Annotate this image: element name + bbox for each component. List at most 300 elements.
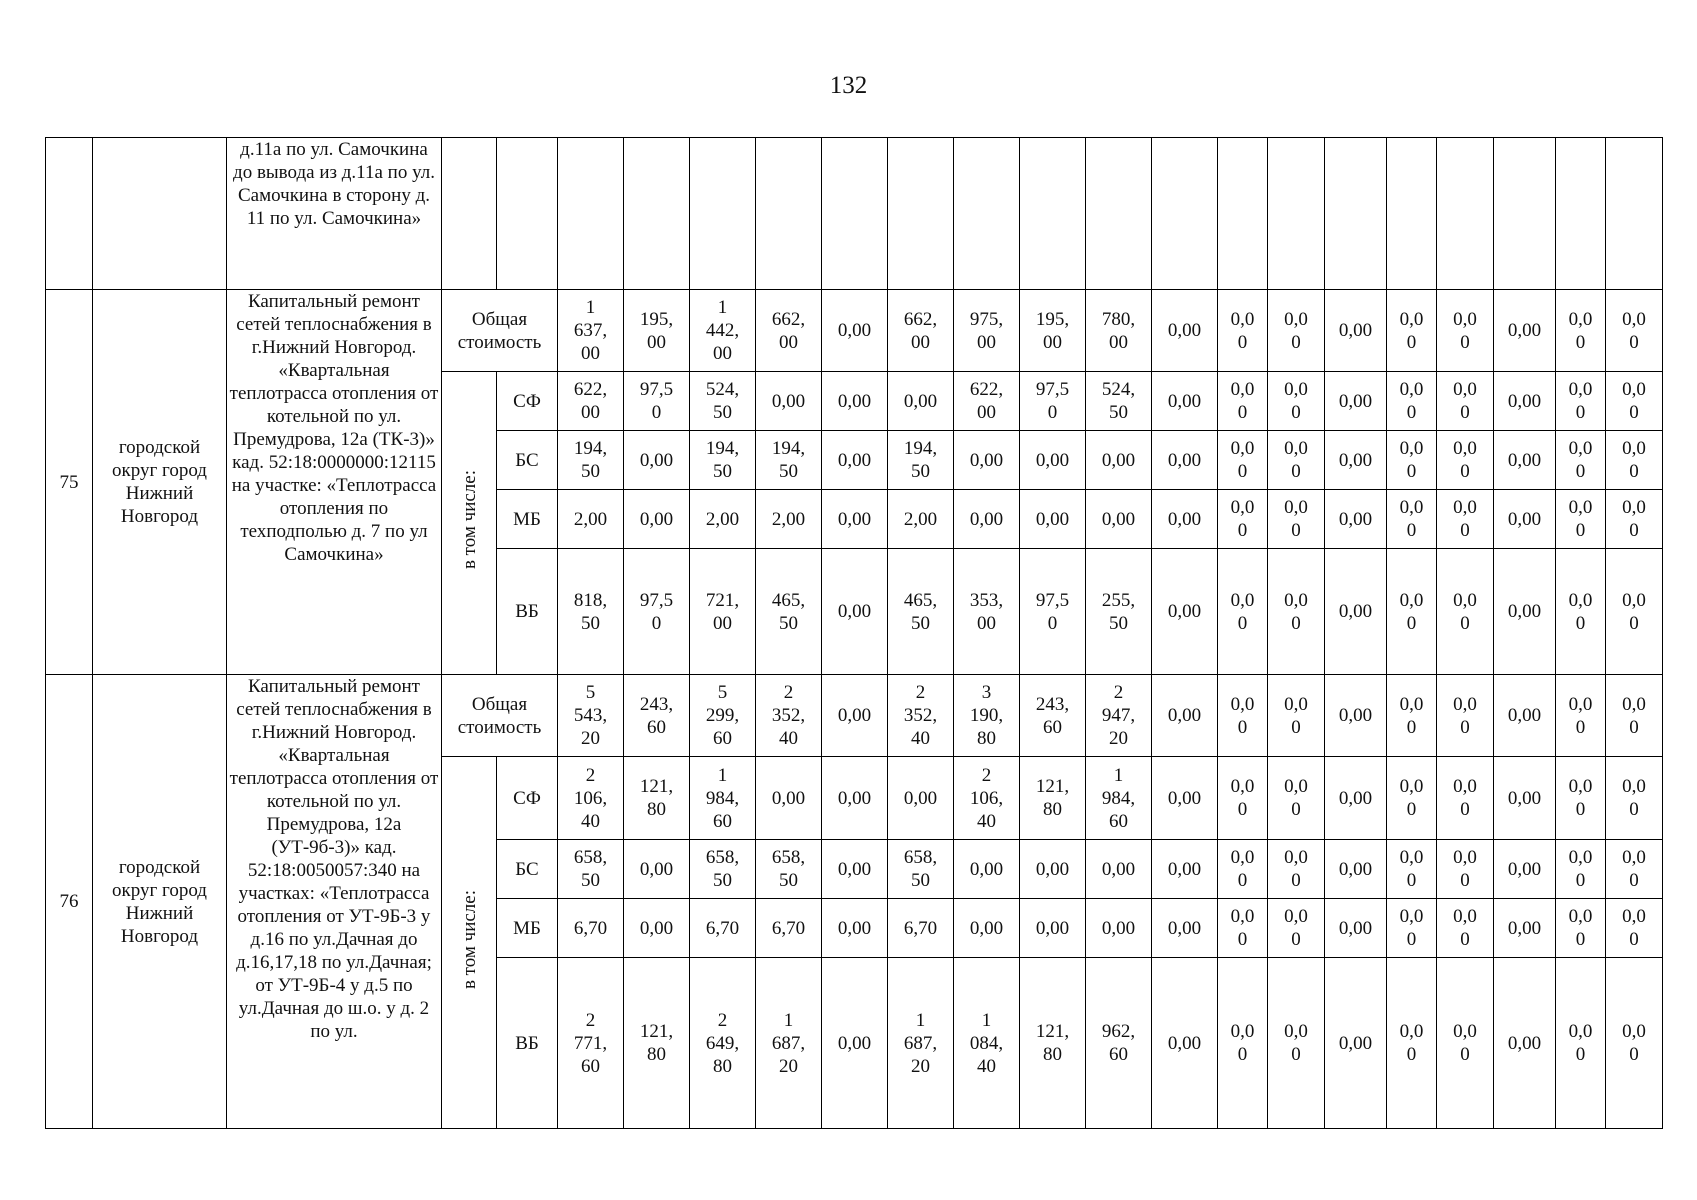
value-part: 0,0: [1399, 308, 1424, 330]
value-part: 50: [911, 612, 930, 634]
cell-empty: [822, 138, 888, 290]
value-part: 0: [1291, 520, 1301, 541]
value-part: 0,00: [969, 917, 1004, 939]
value-part: 50: [581, 870, 600, 891]
value-cell: [954, 431, 1020, 490]
value-cell: [954, 549, 1020, 675]
value-part: 40: [911, 728, 930, 749]
value-cell: [1086, 490, 1152, 549]
value-cell: [1152, 958, 1218, 1129]
value-part: 0: [1291, 402, 1301, 423]
cell-empty: [954, 138, 1020, 290]
value-part: 0,0: [1568, 1021, 1593, 1042]
value-part: 00: [1043, 331, 1062, 353]
value-part: 0: [1237, 870, 1248, 891]
value-part: 60: [1109, 1044, 1128, 1065]
value-part: 0,00: [1507, 320, 1542, 341]
value-cell: [1020, 899, 1086, 958]
value-cell: [822, 490, 888, 549]
value-cell: [1218, 372, 1268, 431]
value-cell: [756, 431, 822, 490]
value-cell: [1086, 840, 1152, 899]
value-part: 0,0: [1399, 589, 1424, 611]
cell-empty: [1387, 138, 1437, 290]
value-part: 0: [651, 402, 662, 423]
value-part: 0,0: [1453, 693, 1477, 715]
value-cell: [1268, 372, 1325, 431]
value-cell: [1437, 899, 1494, 958]
value-cell: [1494, 549, 1556, 675]
cell-number: 76: [46, 675, 93, 1129]
value-cell: [1556, 840, 1606, 899]
value-part: 3: [981, 682, 992, 703]
value-part: 0,00: [969, 449, 1004, 471]
value-part: 984,: [705, 787, 740, 809]
value-part: 1: [981, 1009, 992, 1031]
value-cell: [558, 757, 624, 840]
cell-total-label: Общая стоимость: [442, 290, 558, 372]
value-part: 0,0: [1230, 438, 1255, 459]
value-part: 00: [581, 343, 600, 364]
value-part: 0: [1460, 520, 1470, 541]
value-part: 0,00: [771, 390, 806, 412]
value-part: 60: [1043, 716, 1062, 738]
value-cell: [1437, 958, 1494, 1129]
value-cell: [756, 840, 822, 899]
value-cell: [1152, 549, 1218, 675]
value-part: 0,00: [639, 449, 674, 471]
value-part: 0,0: [1453, 379, 1477, 400]
value-part: 50: [713, 870, 732, 891]
value-part: 0: [1406, 520, 1417, 541]
value-part: 0: [1460, 716, 1470, 738]
value-part: 0,00: [1507, 449, 1542, 471]
value-cell: [1325, 899, 1387, 958]
value-cell: [888, 372, 954, 431]
value-cell: [690, 899, 756, 958]
value-cell: [756, 490, 822, 549]
value-part: 352,: [771, 705, 806, 726]
value-cell: [1606, 372, 1663, 431]
value-part: 0,0: [1284, 906, 1308, 927]
value-part: 0: [1460, 929, 1470, 950]
value-part: 0,0: [1453, 589, 1477, 611]
value-part: 0: [1406, 929, 1417, 950]
value-cell: [888, 757, 954, 840]
value-part: 0,0: [1622, 438, 1646, 459]
value-part: 0,0: [1230, 497, 1255, 518]
value-part: 0: [1575, 870, 1586, 891]
value-part: 0,0: [1622, 497, 1646, 518]
value-part: 543,: [573, 705, 608, 726]
value-cell: [756, 290, 822, 372]
value-cell: [1218, 490, 1268, 549]
value-part: 687,: [771, 1032, 806, 1054]
value-cell: [558, 840, 624, 899]
value-part: 0,00: [837, 601, 872, 622]
value-part: 818,: [573, 589, 608, 611]
value-part: 0,00: [1035, 508, 1070, 530]
value-part: 0,00: [1338, 601, 1373, 622]
value-part: 2: [1113, 682, 1124, 703]
value-part: 6,70: [903, 917, 938, 939]
value-cell: [1387, 899, 1437, 958]
value-part: 194,: [903, 438, 938, 459]
value-part: 622,: [573, 379, 608, 400]
value-cell: [1268, 958, 1325, 1129]
value-part: 465,: [903, 589, 938, 611]
value-part: 0: [1575, 612, 1586, 634]
value-part: 0,00: [771, 787, 806, 809]
value-cell: [1556, 431, 1606, 490]
value-part: 0: [1575, 716, 1586, 738]
value-cell: [954, 958, 1020, 1129]
value-part: 0: [1460, 612, 1470, 634]
value-part: 0,00: [1507, 508, 1542, 530]
value-part: 00: [1109, 331, 1128, 353]
value-part: 2: [981, 764, 992, 786]
value-part: 0,00: [1167, 601, 1202, 622]
value-part: 0,0: [1284, 1021, 1308, 1042]
value-cell: [624, 899, 690, 958]
value-part: 0,00: [969, 508, 1004, 530]
value-part: 97,5: [639, 589, 674, 611]
table-row-entry: [46, 675, 1663, 757]
value-part: 0: [1406, 870, 1417, 891]
value-part: 50: [779, 461, 798, 482]
value-cell: [1494, 757, 1556, 840]
value-cell: [558, 490, 624, 549]
value-cell: [1494, 290, 1556, 372]
value-cell: [558, 899, 624, 958]
value-part: 50: [1109, 402, 1128, 423]
value-part: 80: [713, 1055, 732, 1077]
value-part: 0: [1291, 1044, 1301, 1065]
value-part: 0,0: [1399, 379, 1424, 400]
value-part: 780,: [1101, 308, 1136, 330]
value-part: 687,: [903, 1032, 938, 1054]
cell-municipality: городской округ город Нижний Новгород: [93, 675, 227, 1129]
value-cell: [1218, 431, 1268, 490]
value-cell: [822, 675, 888, 757]
value-cell: [690, 757, 756, 840]
cell-empty: [1268, 138, 1325, 290]
value-cell: [1387, 675, 1437, 757]
value-part: 121,: [639, 1021, 674, 1042]
value-cell: [756, 757, 822, 840]
value-cell: [822, 757, 888, 840]
cell-empty: [1325, 138, 1387, 290]
value-cell: [888, 290, 954, 372]
value-cell: [1556, 675, 1606, 757]
value-part: 1: [915, 1009, 926, 1031]
value-cell: [558, 675, 624, 757]
value-part: 0: [1291, 716, 1301, 738]
value-part: 0,00: [1338, 787, 1373, 809]
value-cell: [954, 675, 1020, 757]
value-part: 195,: [639, 308, 674, 330]
value-part: 662,: [771, 308, 806, 330]
value-part: 50: [779, 612, 798, 634]
value-part: 524,: [705, 379, 740, 400]
value-part: 0: [1047, 402, 1058, 423]
value-cell: [1325, 290, 1387, 372]
value-cell: [624, 431, 690, 490]
cell-empty: [1494, 138, 1556, 290]
value-part: 662,: [903, 308, 938, 330]
value-part: 0,00: [837, 320, 872, 341]
value-cell: [954, 372, 1020, 431]
value-part: 2: [585, 764, 596, 786]
value-cell: [690, 290, 756, 372]
value-cell: [1020, 490, 1086, 549]
value-cell: [690, 675, 756, 757]
value-part: 0,00: [1035, 917, 1070, 939]
value-part: 0: [1575, 520, 1586, 541]
value-part: 0,0: [1622, 308, 1646, 330]
value-part: 50: [779, 870, 798, 891]
value-part: 0,00: [1035, 858, 1070, 880]
value-part: 0,00: [1507, 601, 1542, 622]
value-part: 0,00: [639, 508, 674, 530]
value-part: 60: [713, 728, 732, 749]
value-cell: [690, 840, 756, 899]
value-part: 80: [1043, 799, 1062, 820]
value-part: 0: [1291, 612, 1301, 634]
value-part: 0,0: [1453, 308, 1477, 330]
value-part: 0,0: [1453, 776, 1477, 797]
value-part: 6,70: [705, 917, 740, 939]
value-cell: [1606, 431, 1663, 490]
value-cell: [822, 899, 888, 958]
value-cell: [558, 958, 624, 1129]
value-cell: [822, 840, 888, 899]
value-cell: [558, 431, 624, 490]
value-part: 0: [1575, 1044, 1586, 1065]
value-cell: [1387, 549, 1437, 675]
value-cell: [690, 549, 756, 675]
value-cell: [1086, 372, 1152, 431]
value-part: 80: [1043, 1044, 1062, 1065]
value-part: 243,: [639, 693, 674, 715]
value-cell: [1556, 372, 1606, 431]
cell-municipality: городской округ город Нижний Новгород: [93, 290, 227, 675]
value-part: 2: [585, 1009, 596, 1031]
cell-source-label: СФ: [497, 757, 558, 840]
value-cell: [1020, 290, 1086, 372]
value-part: 0: [1460, 461, 1470, 482]
value-part: 0,00: [837, 858, 872, 880]
value-part: 0,0: [1399, 906, 1424, 927]
value-part: 20: [911, 1055, 930, 1077]
value-part: 2: [783, 682, 794, 703]
value-part: 0: [1406, 716, 1417, 738]
value-cell: [1218, 899, 1268, 958]
value-part: 0,0: [1568, 379, 1593, 400]
value-part: 0: [1629, 331, 1639, 353]
value-cell: [1437, 431, 1494, 490]
value-part: 20: [581, 728, 600, 749]
value-part: 0: [1629, 929, 1639, 950]
value-part: 00: [977, 612, 996, 634]
value-cell: [624, 958, 690, 1129]
value-cell: [1437, 372, 1494, 431]
cell-empty: [1606, 138, 1663, 290]
value-cell: [1494, 958, 1556, 1129]
value-part: 106,: [573, 787, 608, 809]
value-part: 0,00: [1167, 320, 1202, 341]
value-part: 0,0: [1399, 776, 1424, 797]
value-part: 0,00: [1338, 320, 1373, 341]
value-part: 0,00: [837, 917, 872, 939]
value-part: 0: [1575, 402, 1586, 423]
value-part: 0,00: [969, 858, 1004, 880]
value-part: 0,0: [1453, 906, 1477, 927]
value-part: 353,: [969, 589, 1004, 611]
value-part: 0,0: [1568, 906, 1593, 927]
cell-source-label: ВБ: [497, 958, 558, 1129]
value-part: 0: [1237, 331, 1248, 353]
value-cell: [1556, 549, 1606, 675]
cell-number: [46, 138, 93, 290]
value-cell: [1387, 490, 1437, 549]
value-cell: [1086, 290, 1152, 372]
value-part: 0: [1406, 1044, 1417, 1065]
value-part: 0,00: [1338, 390, 1373, 412]
value-cell: [1086, 431, 1152, 490]
value-part: 0,0: [1284, 308, 1308, 330]
value-cell: [954, 899, 1020, 958]
value-part: 658,: [771, 847, 806, 868]
value-part: 0,00: [1101, 858, 1136, 880]
value-cell: [1325, 958, 1387, 1129]
value-part: 0,0: [1622, 847, 1646, 868]
value-cell: [1556, 490, 1606, 549]
value-cell: [1437, 840, 1494, 899]
value-part: 0: [1629, 520, 1639, 541]
value-part: 0: [1291, 870, 1301, 891]
value-part: 195,: [1035, 308, 1070, 330]
value-cell: [1494, 899, 1556, 958]
value-part: 637,: [573, 320, 608, 341]
value-part: 255,: [1101, 589, 1136, 611]
value-part: 2,00: [903, 508, 938, 530]
value-cell: [1325, 372, 1387, 431]
value-cell: [1086, 549, 1152, 675]
value-part: 00: [911, 331, 930, 353]
value-cell: [1387, 757, 1437, 840]
cell-empty: [1086, 138, 1152, 290]
value-part: 80: [647, 1044, 666, 1065]
value-cell: [1020, 431, 1086, 490]
value-part: 947,: [1101, 705, 1136, 726]
value-cell: [1437, 549, 1494, 675]
value-part: 6,70: [573, 917, 608, 939]
cell-source-label: ВБ: [497, 549, 558, 675]
value-cell: [822, 431, 888, 490]
value-cell: [1606, 675, 1663, 757]
value-cell: [690, 490, 756, 549]
value-cell: [1325, 840, 1387, 899]
value-part: 0: [1237, 461, 1248, 482]
value-cell: [624, 290, 690, 372]
value-cell: [690, 431, 756, 490]
value-part: 0: [1629, 799, 1639, 820]
table-row-entry: [46, 290, 1663, 372]
value-part: 0: [1406, 461, 1417, 482]
cell-including: [442, 757, 497, 1129]
value-part: 2: [915, 682, 926, 703]
value-part: 0,00: [1338, 705, 1373, 726]
value-cell: [1494, 490, 1556, 549]
value-part: 0,0: [1399, 693, 1424, 715]
value-part: 0,00: [837, 508, 872, 530]
value-part: 1: [717, 297, 728, 318]
value-part: 0,0: [1284, 589, 1308, 611]
value-part: 5: [585, 682, 596, 703]
value-part: 194,: [771, 438, 806, 459]
value-cell: [1268, 840, 1325, 899]
cell-empty: [1437, 138, 1494, 290]
value-part: 50: [713, 461, 732, 482]
value-part: 00: [977, 331, 996, 353]
value-cell: [1325, 757, 1387, 840]
value-part: 0,0: [1230, 693, 1255, 715]
value-cell: [1606, 757, 1663, 840]
cell-empty: [1556, 138, 1606, 290]
value-part: 0,00: [1507, 390, 1542, 412]
value-part: 0,00: [1338, 858, 1373, 880]
value-part: 0,0: [1399, 438, 1424, 459]
value-part: 0: [1575, 799, 1586, 820]
table-body: [46, 138, 1663, 1129]
value-cell: [1437, 675, 1494, 757]
value-cell: [1387, 290, 1437, 372]
value-cell: [822, 958, 888, 1129]
value-part: 243,: [1035, 693, 1070, 715]
value-cell: [1268, 757, 1325, 840]
value-cell: [1152, 290, 1218, 372]
value-cell: [822, 372, 888, 431]
cell-empty: [756, 138, 822, 290]
value-part: 0,00: [1338, 1032, 1373, 1054]
value-part: 1: [717, 764, 728, 786]
value-cell: [1606, 840, 1663, 899]
value-part: 5: [717, 682, 728, 703]
value-cell: [1325, 549, 1387, 675]
value-cell: [888, 840, 954, 899]
value-cell: [822, 549, 888, 675]
value-part: 0,00: [1507, 787, 1542, 809]
value-cell: [1494, 431, 1556, 490]
value-part: 0: [1047, 612, 1058, 634]
value-cell: [888, 675, 954, 757]
value-part: 0,0: [1284, 497, 1308, 518]
value-cell: [1086, 675, 1152, 757]
value-part: 0,0: [1622, 379, 1646, 400]
value-part: 97,5: [1035, 589, 1070, 611]
value-cell: [1020, 372, 1086, 431]
value-cell: [1606, 290, 1663, 372]
value-cell: [954, 490, 1020, 549]
value-cell: [1387, 840, 1437, 899]
value-cell: [558, 372, 624, 431]
value-part: 0,0: [1230, 847, 1255, 868]
cell-empty: [1152, 138, 1218, 290]
value-part: 0,00: [1338, 449, 1373, 471]
cell-including: [442, 372, 497, 675]
value-cell: [1606, 958, 1663, 1129]
